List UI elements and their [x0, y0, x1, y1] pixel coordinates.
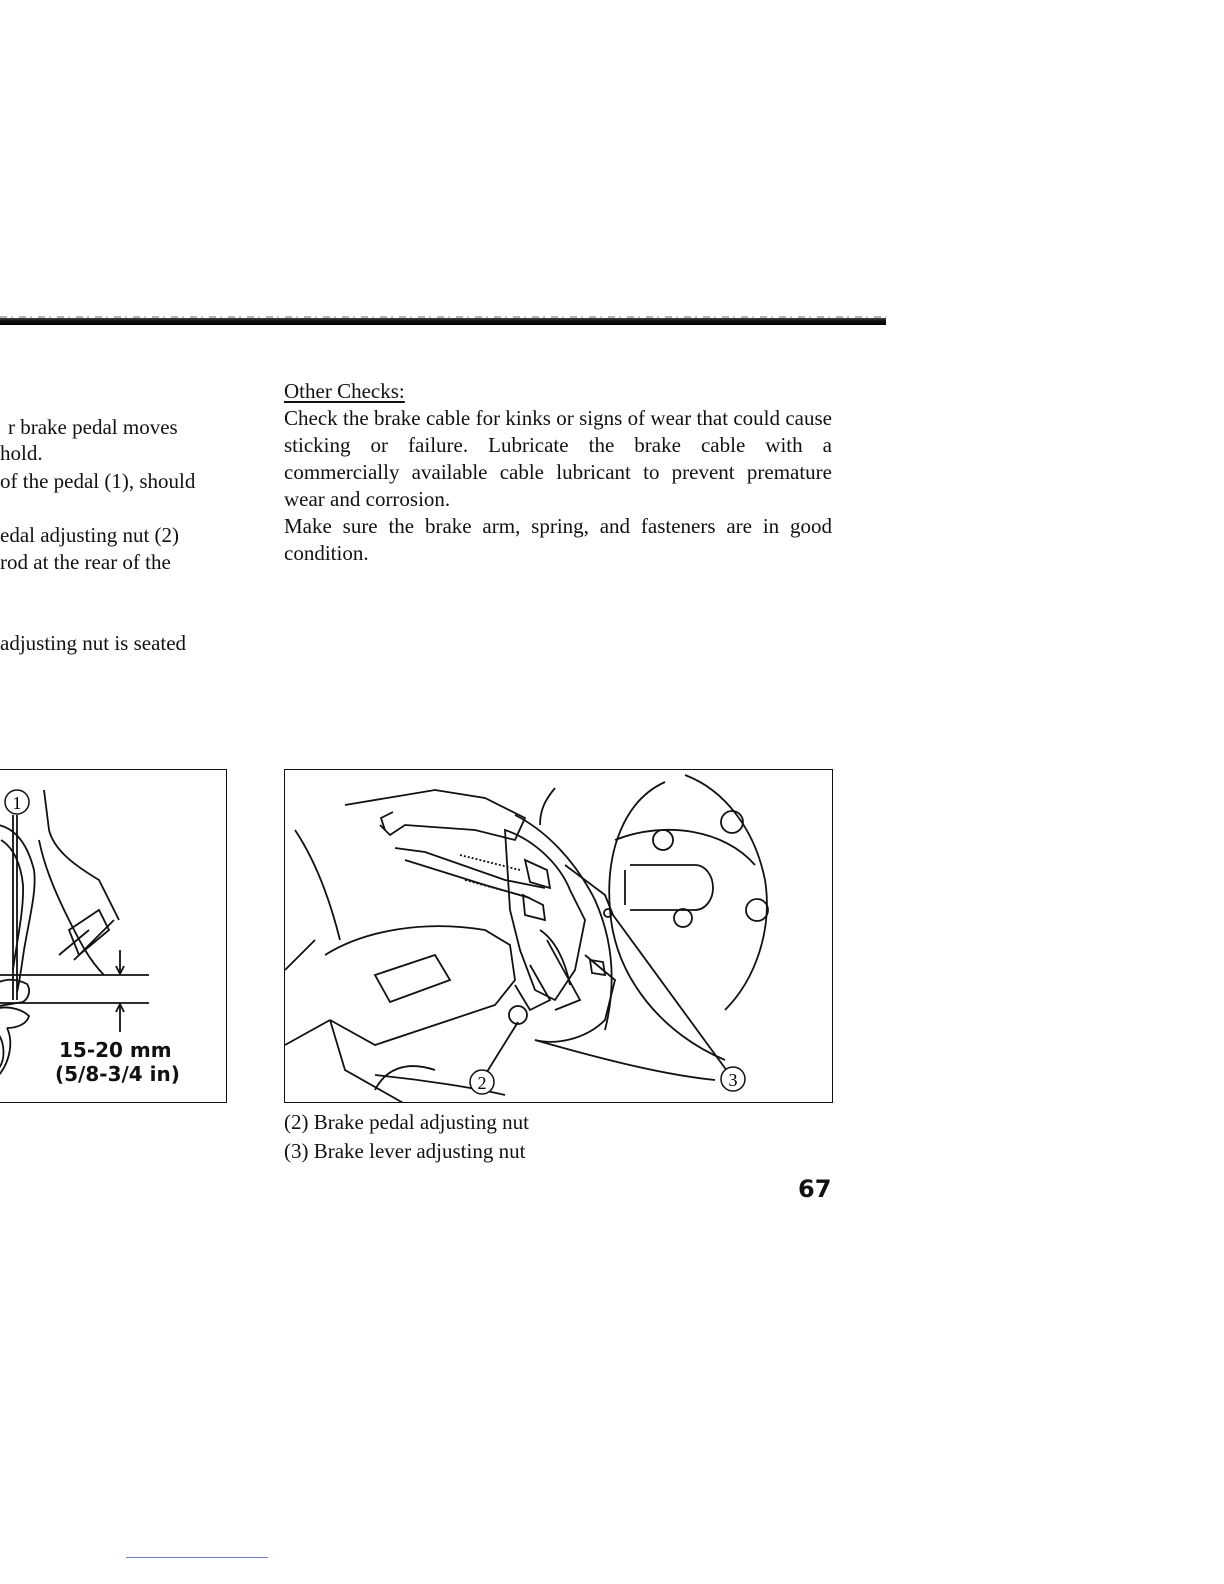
left-text-line-1: r brake pedal moves	[8, 415, 178, 439]
paragraph-brake-arm: Make sure the brake arm, spring, and fasteners are in good condition.	[284, 514, 832, 565]
left-text-line-6: adjusting nut is seated	[0, 631, 187, 655]
bottom-divider	[126, 1557, 268, 1558]
left-text-line-5: rod at the rear of the	[0, 550, 171, 574]
pedal-height-illustration	[0, 769, 227, 1103]
dimension-label-mm: 15-20 mm	[59, 1038, 172, 1062]
callout-1: 1	[12, 793, 22, 813]
callout-2: 2	[477, 1073, 487, 1093]
brake-mechanism-drawing	[285, 770, 833, 1103]
figure-captions	[284, 1108, 529, 1166]
caption-brake-pedal-nut: (2) Brake pedal adjusting nut	[284, 1110, 529, 1134]
brake-adjuster-illustration	[284, 769, 833, 1103]
left-text-line-2: hold.	[0, 441, 43, 465]
header-rule	[0, 318, 886, 325]
dimension-label-in: (5/8-3/4 in)	[55, 1062, 180, 1086]
left-text-line-4: edal adjusting nut (2)	[0, 523, 180, 547]
paragraph-cable-check: Check the brake cable for kinks or signs of wear that could cause sticking or failure. Lubricate the brake cable with a commercially available cable lubricant to prevent premature wear and corrosion.	[284, 406, 832, 511]
page-number: 67	[798, 1175, 832, 1203]
callout-3: 3	[728, 1070, 738, 1090]
left-text-line-3: of the pedal (1), should	[0, 469, 196, 493]
section-heading: Other Checks:	[284, 379, 405, 403]
caption-brake-lever-nut: (3) Brake lever adjusting nut	[284, 1139, 526, 1163]
right-column	[284, 378, 832, 567]
